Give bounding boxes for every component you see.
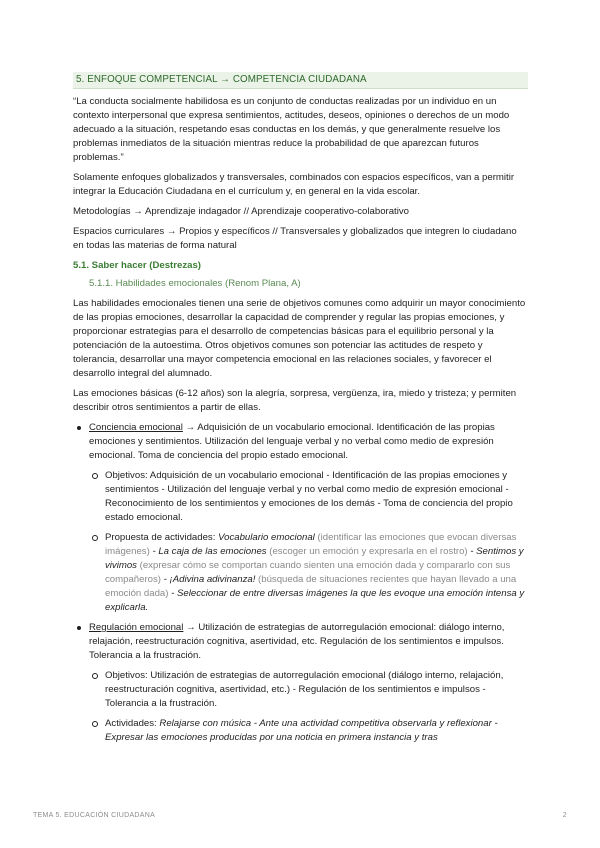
sub-list-regulacion [89,669,528,745]
activity-2: - La caja de las emociones [149,546,267,557]
activity-1-desc: (identificar las emociones que evocan diversas imágenes) [105,532,517,557]
activity-1: Vocabulario emocional [218,532,315,543]
activity-4-desc: (búsqueda de situaciones recientes que hayan llevado a una emoción dada) [105,574,517,599]
list-item-regulacion [73,621,528,745]
activity-3: - Sentimos y vivimos [105,546,524,571]
list-item-conciencia [73,421,528,615]
term-conciencia: Conciencia emocional [89,422,183,433]
list-item-objetivos: Objetivos: Utilización de estrategias de autorregulación emocional (diálogo interno, relajación, reestructuración cognitiva, asertividad, etc.) - Regulación de los sentimientos e impulsos - Tolerancia a la frustración. [89,669,528,711]
paragraph-enfoques: Solamente enfoques globalizados y transversales, combinados con espacios específicos, van a permitir integrar la Educación Ciudadana en el currículum y, en general en la vida escolar. [73,172,515,197]
footer-title: TEMA 5. EDUCACIÓN CIUDADANA [33,812,156,819]
paragraph-emociones-basicas: Las emociones básicas (6-12 años) son la alegría, sorpresa, vergüenza, ira, miedo y tristeza; y permiten describir otros sentimientos a partir de ellas. [73,388,517,413]
paragraph-habilidades: Las habilidades emocionales tienen una serie de objetivos comunes como adquirir un mayor conocimiento de las propias emociones, desarrollar la capacidad de comprender y regular las propias emociones, y proporcionar estrategias para el desarrollo de competencias básicas para el equilibrio personal y la potenciación de la autoestima. Otros objetivos comunes son potenciar las actitudes de respeto y tolerancia, desarrollar una mayor competencia emocional en las relaciones sociales, y favorecer el desarrollo integral del alumnado. [73,298,526,379]
list-item-actividades [89,531,528,615]
document-body [73,72,528,751]
activity-4: - ¡Adivina adivinanza! [161,574,256,585]
act-label: Actividades: [105,718,160,729]
section-title: 5. ENFOQUE COMPETENCIAL → COMPETENCIA CIUDADANA [73,72,528,89]
heading-5-1: 5.1. Saber hacer (Destrezas) [73,260,201,271]
heading-5-1-1: 5.1.1. Habilidades emocionales (Renom Plana, A) [89,278,301,289]
activity-2-desc: (escoger un emoción y expresarla en el rostro) [266,546,468,557]
list-item-objetivos: Objetivos: Adquisición de un vocabulario emocional - Identificación de las propias emociones y sentimientos - Utilización del lenguaje verbal y no verbal como medio de expresión emocional - Reconocimiento de los sentimientos y emociones de los demás - Toma de conciencia del propio estado emocional. [89,469,528,525]
text-regulacion: → Utilización de estrategias de autorregulación emocional: diálogo interno, relajación, reestructuración cognitiva, asertividad, etc. Regulación de los sentimientos e impulsos. Tolerancia a la frustración. [89,622,505,661]
quote-paragraph: “La conducta socialmente habilidosa es un conjunto de conductas realizadas por un individuo en un contexto interpersonal que expresa sentimientos, actitudes, deseos, opiniones o derechos de un modo adecuado a la situación, respetando esas conductas en los demás, y que generalmente resuelve los problemas inmediatos de la situación mientras reduce la probabilidad de que aparezcan futuros problemas.” [73,96,510,163]
paragraph-espacios: Espacios curriculares → Propios y específicos // Transversales y globalizados que integren lo ciudadano en todas las materias de forma natural [73,226,517,251]
sub-list-conciencia [89,469,528,615]
paragraph-metodologias: Metodologías → Aprendizaje indagador // Aprendizaje cooperativo-colaborativo [73,206,409,217]
text-conciencia: → Adquisición de un vocabulario emocional. Identificación de las propias emociones y sentimientos. Utilización del lenguaje verbal y no verbal como medio de expresión emocional. Toma de conciencia del propio estado emocional. [89,422,495,461]
term-regulacion: Regulación emocional [89,622,184,633]
page-number: 2 [562,812,567,819]
page-footer [33,812,567,819]
activity-3-desc: (expresar cómo se comportan cuando sienten una emoción dada y compararlo con sus compañeros) [105,560,511,585]
act-label: Propuesta de actividades: [105,532,219,543]
activity-text: Relajarse con música - Ante una actividad competitiva observarla y reflexionar - Expresar las emociones producidas por una noticia en primera instancia y tras [105,718,498,743]
list-item-actividades [89,717,528,745]
bullet-list [73,421,528,745]
activity-5: - Seleccionar de entre diversas imágenes la que les evoque una emoción intensa y explicarla. [105,588,525,613]
